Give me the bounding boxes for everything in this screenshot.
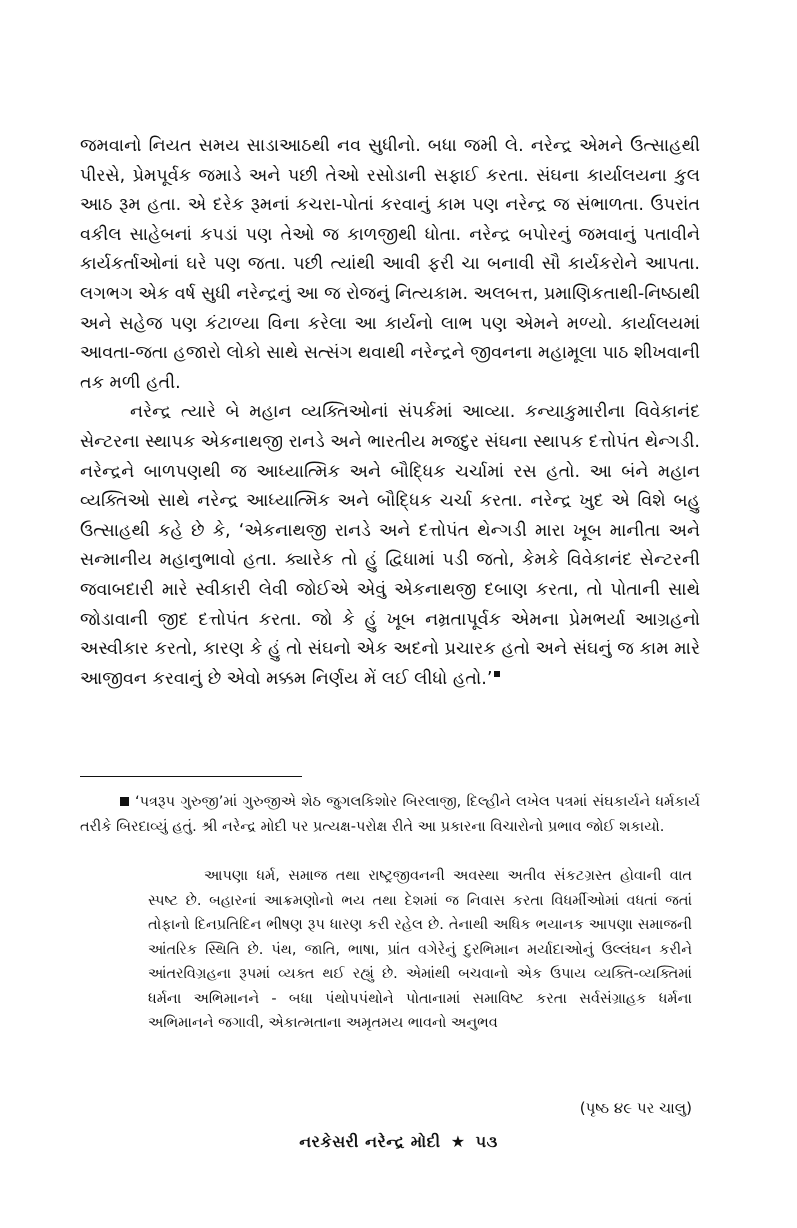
footnote <box>80 790 700 839</box>
star-icon: ★ <box>450 1132 466 1151</box>
paragraph-2-text: નરેન્દ્ર ત્યારે બે મહાન વ્યક્તિઓનાં સંપર્કમાં આવ્યા. કન્યાકુમારીના વિવેકાનંદ સેન્ટરના સ્થાપક એકનાથજી રાનડે અને ભારતીય મજદુર સંઘના સ્થાપક દત્તોપંત થેન્ગડી. નરેન્દ્રને બાળપણથી જ આધ્યાત્મિક અને બૌદ્ધિક ચર્ચામાં રસ હતો. આ બંને મહાન વ્યક્તિઓ સાથે નરેન્દ્ર આધ્યાત્મિક અને બૌદ્ધિક ચર્ચા કરતા. નરેન્દ્ર ખુદ એ વિશે બહુ ઉત્સાહથી કહે છે કે, ‘એકનાથજી રાનડે અને દત્તોપંત થેન્ગડી મારા ખૂબ માનીતા અને સન્માનીય મહાનુભાવો હતા. ક્યારેક તો હું દ્વિધામાં પડી જતો, કેમકે વિવેકાનંદ સેન્ટરની જવાબદારી મારે સ્વીકારી લેવી જોઈએ એવું એકનાથજી દબાણ કરતા, તો પોતાની સાથે જોડાવાની જીદ દત્તોપંત કરતા. જો કે હું ખૂબ નમ્રતાપૂર્વક એમના પ્રેમભર્યા આગ્રહનો અસ્વીકાર કરતો, કારણ કે હું તો સંઘનો એક અદનો પ્રચારક હતો અને સંઘનું જ કામ મારે આજીવન કરવાનું છે એવો મક્કમ નિર્ણય મેં લઈ લીધો હતો.’ <box>80 402 700 689</box>
end-square-icon <box>494 671 500 677</box>
continued-note: (પૃષ્ઠ ૪૯ પર ચાલુ) <box>579 1099 692 1117</box>
main-text <box>80 132 700 694</box>
paragraph-2 <box>80 398 700 694</box>
quote-text: આપણા ધર્મ, સમાજ તથા રાષ્ટ્રજીવનની અવસ્થા અતીવ સંકટગ્રસ્ત હોવાની વાત સ્પષ્ટ છે. બહારનાં આક્રમણોનો ભય તથા દેશમાં જ નિવાસ કરતા વિધર્મીઓમાં વધતાં જતાં તોફાનો દિનપ્રતિદિન ભીષણ રૂપ ધારણ કરી રહેલ છે. તેનાથી અધિક ભયાનક આપણા સમાજની આંતરિક સ્થિતિ છે. પંથ, જાતિ, ભાષા, પ્રાંત વગેરેનું દુરભિમાન મર્યાદાઓનું ઉલ્લંઘન કરીને આંતરવિગ્રહના રૂપમાં વ્યક્ત થઈ રહ્યું છે. એમાંથી બચવાનો એક ઉપાય વ્યક્તિ-વ્યક્તિમાં ધર્મના અભિમાનને - બધા પંથોપપંથોને પોતાનામાં સમાવિષ્ટ કરતા સર્વસંગ્રાહક ધર્મના અભિમાનને જગાવી, એકાત્મતાના અમૃતમય ભાવનો અનુભવ <box>148 868 692 1031</box>
footnote-paragraph <box>80 790 700 839</box>
book-title: નરકેસરી નરેન્દ્ર મોદી <box>299 1132 441 1151</box>
footnote-text: ‘પત્રરૂપ ગુરુજી’માં ગુરુજીએ શેઠ જુગલકિશોર બિરલાજી, દિલ્હીને લખેલ પત્રમાં સંઘકાર્યને ધર્મકાર્ય તરીકે બિરદાવ્યું હતું. શ્રી નરેન્દ્ર મોદી પર પ્રત્યક્ષ-પરોક્ષ રીતે આ પ્રકારના વિચારોનો પ્રભાવ જોઈ શકાયો. <box>80 794 700 835</box>
paragraph-1: જમવાનો નિયત સમય સાડાઆઠથી નવ સુધીનો. બધા જમી લે. નરેન્દ્ર એમને ઉત્સાહથી પીરસે, પ્રેમપૂર્વક જમાડે અને પછી તેઓ રસોડાની સફાઈ કરતા. સંઘના કાર્યાલયના કુલ આઠ રૂમ હતા. એ દરેક રૂમનાં કચરા-પોતાં કરવાનું કામ પણ નરેન્દ્ર જ સંભાળતા. ઉપરાંત વકીલ સાહેબનાં કપડાં પણ તેઓ જ કાળજીથી ધોતા. નરેન્દ્ર બપોરનું જમવાનું પતાવીને કાર્યકર્તાઓનાં ઘરે પણ જતા. પછી ત્યાંથી આવી ફરી ચા બનાવી સૌ કાર્યકરોને આપતા. લગભગ એક વર્ષ સુધી નરેન્દ્રનું આ જ રોજનું નિત્યકામ. અલબત્ત, પ્રમાણિકતાથી-નિષ્ઠાથી અને સહેજ પણ કંટાળ્યા વિના કરેલા આ કાર્યનો લાભ પણ એમને મળ્યો. કાર્યાલયમાં આવતા-જતા હજારો લોકો સાથે સત્સંગ થવાથી નરેન્દ્રને જીવનના મહામૂલા પાઠ શીખવાની તક મળી હતી. <box>80 136 700 393</box>
page-number: ૫૩ <box>475 1132 498 1151</box>
footnote-quote <box>148 864 692 1036</box>
page-footer <box>0 1132 797 1152</box>
footnote-divider <box>80 776 302 777</box>
footnote-square-icon <box>120 797 129 806</box>
